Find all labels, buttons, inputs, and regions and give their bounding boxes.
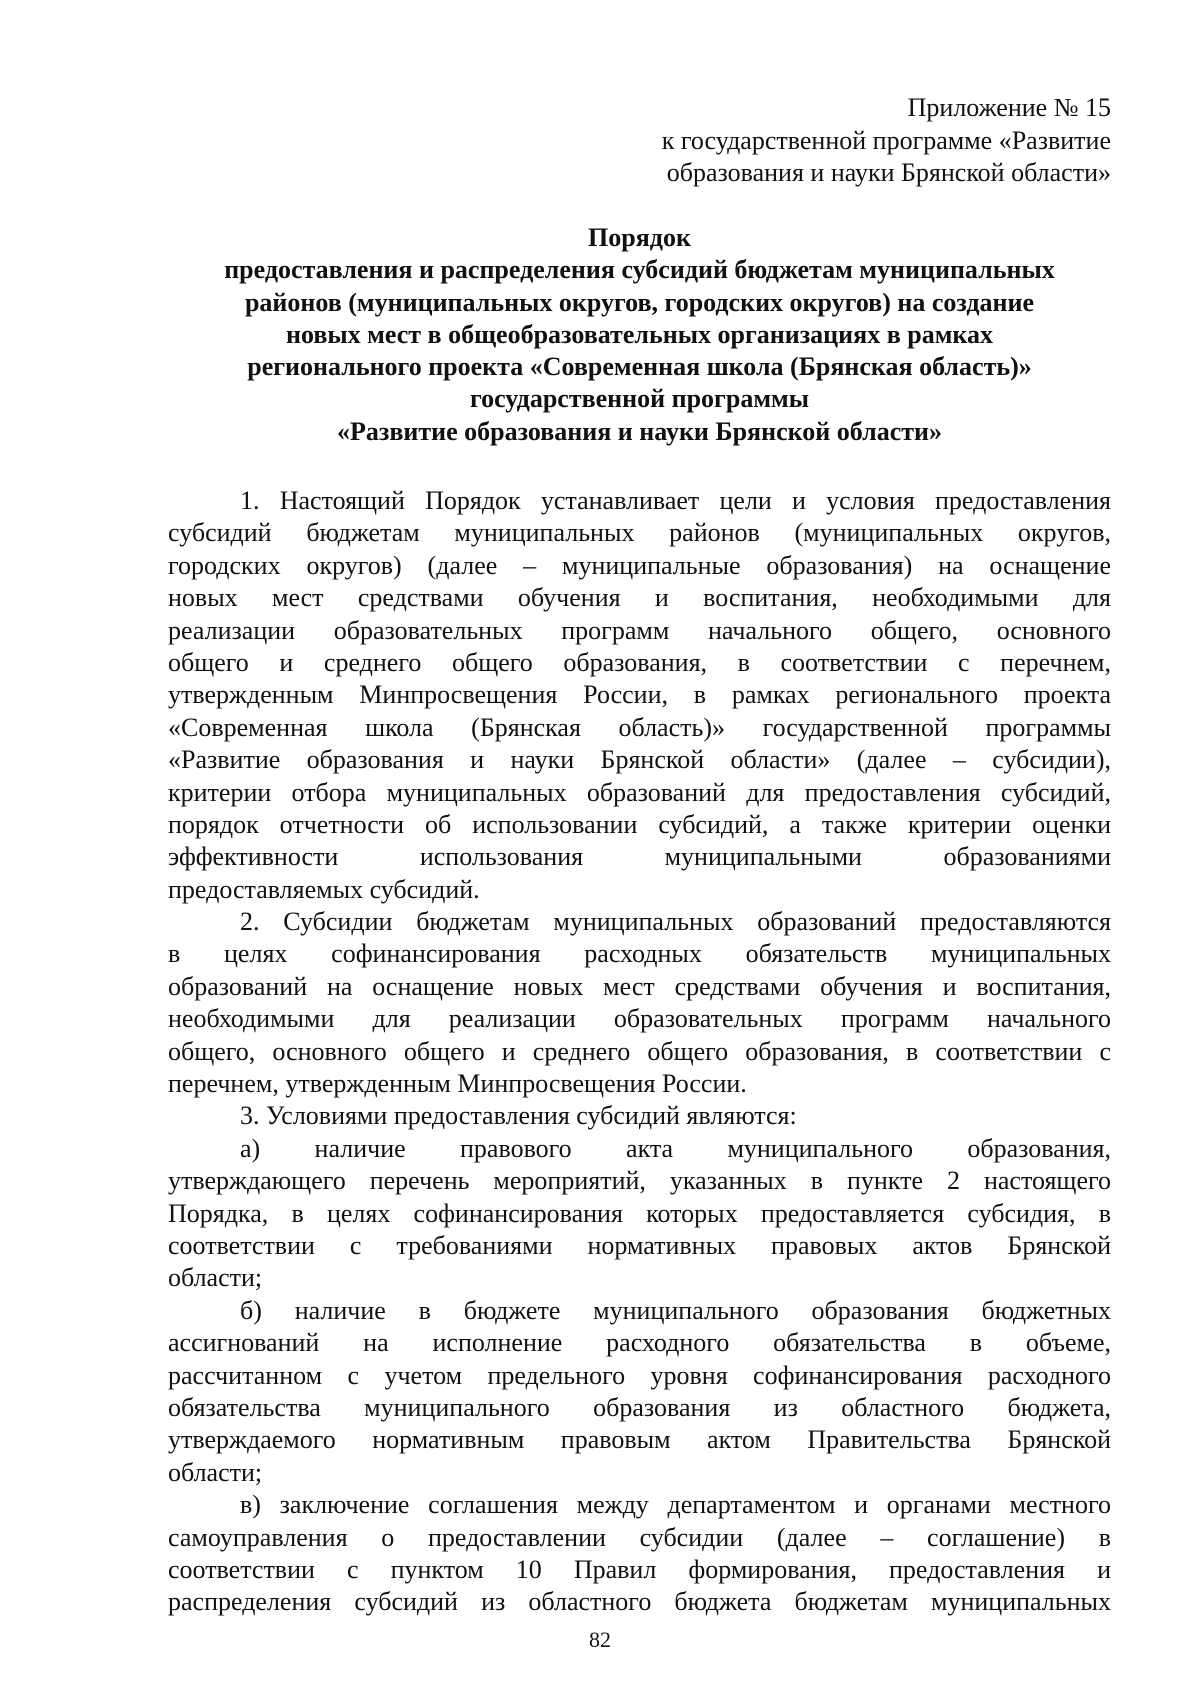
item-v-line: соответствии с пунктом 10 Правил формирования, предоставления и [168,1554,1111,1584]
paragraph-1-line: новых мест средствами обучения и воспитания, необходимыми для [168,583,1111,613]
paragraph-1-line: критерии отбора муниципальных образований для предоставления субсидий, [168,777,1111,807]
paragraph-1-line: субсидий бюджетам муниципальных районов (муниципальных округов, [168,518,1111,548]
document-title [168,222,1111,448]
paragraph-1-line: порядок отчетности об использовании субсидий, а также критерии оценки [168,809,1111,839]
item-a-line: Порядка, в целях софинансирования которых предоставляется субсидия, в [168,1198,1111,1228]
paragraph-1-line: «Современная школа (Брянская область)» государственной программы [168,712,1111,742]
title-line: новых мест в общеобразовательных организациях в рамках [286,319,993,349]
title-line: «Развитие образования и науки Брянской области» [336,416,942,446]
item-a-line: утверждающего перечень мероприятий, указанных в пункте 2 настоящего [168,1166,1111,1196]
item-a-line: а) наличие правового акта муниципального образования, [240,1133,1111,1163]
item-b-line: утверждаемого нормативным правовым актом Правительства Брянской [168,1425,1111,1455]
paragraph-2-line: перечнем, утвержденным Минпросвещения России. [168,1069,747,1099]
appendix-number: Приложение № 15 [907,93,1111,122]
appendix-program-line: к государственной программе «Развитие [661,125,1111,155]
item-b-line: области; [168,1457,263,1487]
item-b-line: рассчитанном с учетом предельного уровня софинансирования расходного [168,1360,1111,1390]
paragraph-1-line: 1. Настоящий Порядок устанавливает цели и условия предоставления [240,486,1111,515]
item-b-line: ассигнований на исполнение расходного обязательства в объеме, [168,1328,1111,1358]
title-line: Порядок [588,223,691,252]
title-line: регионального проекта «Современная школа (Брянская область)» [247,352,1032,382]
paragraph-2-line: в целях софинансирования расходных обязательств муниципальных [168,939,1111,969]
item-a-line: соответствии с требованиями нормативных правовых актов Брянской [168,1230,1111,1260]
paragraph-1-line: городских округов) (далее – муниципальные образования) на оснащение [168,550,1111,580]
title-line: районов (муниципальных округов, городских округов) на создание [244,287,1035,317]
item-b-line: обязательства муниципального образования из областного бюджета, [168,1392,1111,1422]
title-line: предоставления и распределения субсидий бюджетам муниципальных [224,255,1055,285]
paragraph-1-line: утвержденным Минпросвещения России, в рамках регионального проекта [168,680,1111,710]
item-v-line: распределения субсидий из областного бюджета бюджетам муниципальных [168,1587,1111,1617]
paragraph-1-line: предоставляемых субсидий. [168,874,480,904]
item-a-line: области; [168,1263,263,1293]
item-v-line: в) заключение соглашения между департаментом и органами местного [240,1490,1111,1520]
paragraph-3-line: 3. Условиями предоставления субсидий являются: [240,1101,797,1131]
document-body [168,485,1111,1619]
paragraph-2-line: общего, основного общего и среднего общего образования, в соответствии с [168,1036,1111,1066]
paragraph-2-line: образований на оснащение новых мест средствами обучения и воспитания, [168,971,1111,1001]
paragraph-1-line: общего и среднего общего образования, в соответствии с перечнем, [168,647,1111,677]
item-v-line: самоуправления о предоставлении субсидии (далее – соглашение) в [168,1522,1111,1552]
paragraph-1-line: реализации образовательных программ начального общего, основного [168,615,1111,645]
paragraph-2-line: необходимыми для реализации образовательных программ начального [168,1004,1111,1034]
appendix-program-line: образования и науки Брянской области» [666,158,1111,187]
paragraph-2-line: 2. Субсидии бюджетам муниципальных образований предоставляются [240,907,1111,937]
page-number: 82 [589,1627,611,1652]
item-b-line: б) наличие в бюджете муниципального образования бюджетных [240,1295,1111,1325]
paragraph-1-line: эффективности использования муниципальными образованиями [168,842,1111,872]
paragraph-1-line: «Развитие образования и науки Брянской области» (далее – субсидии), [168,745,1111,775]
title-line: государственной программы [469,384,810,414]
appendix-header [551,92,1111,190]
